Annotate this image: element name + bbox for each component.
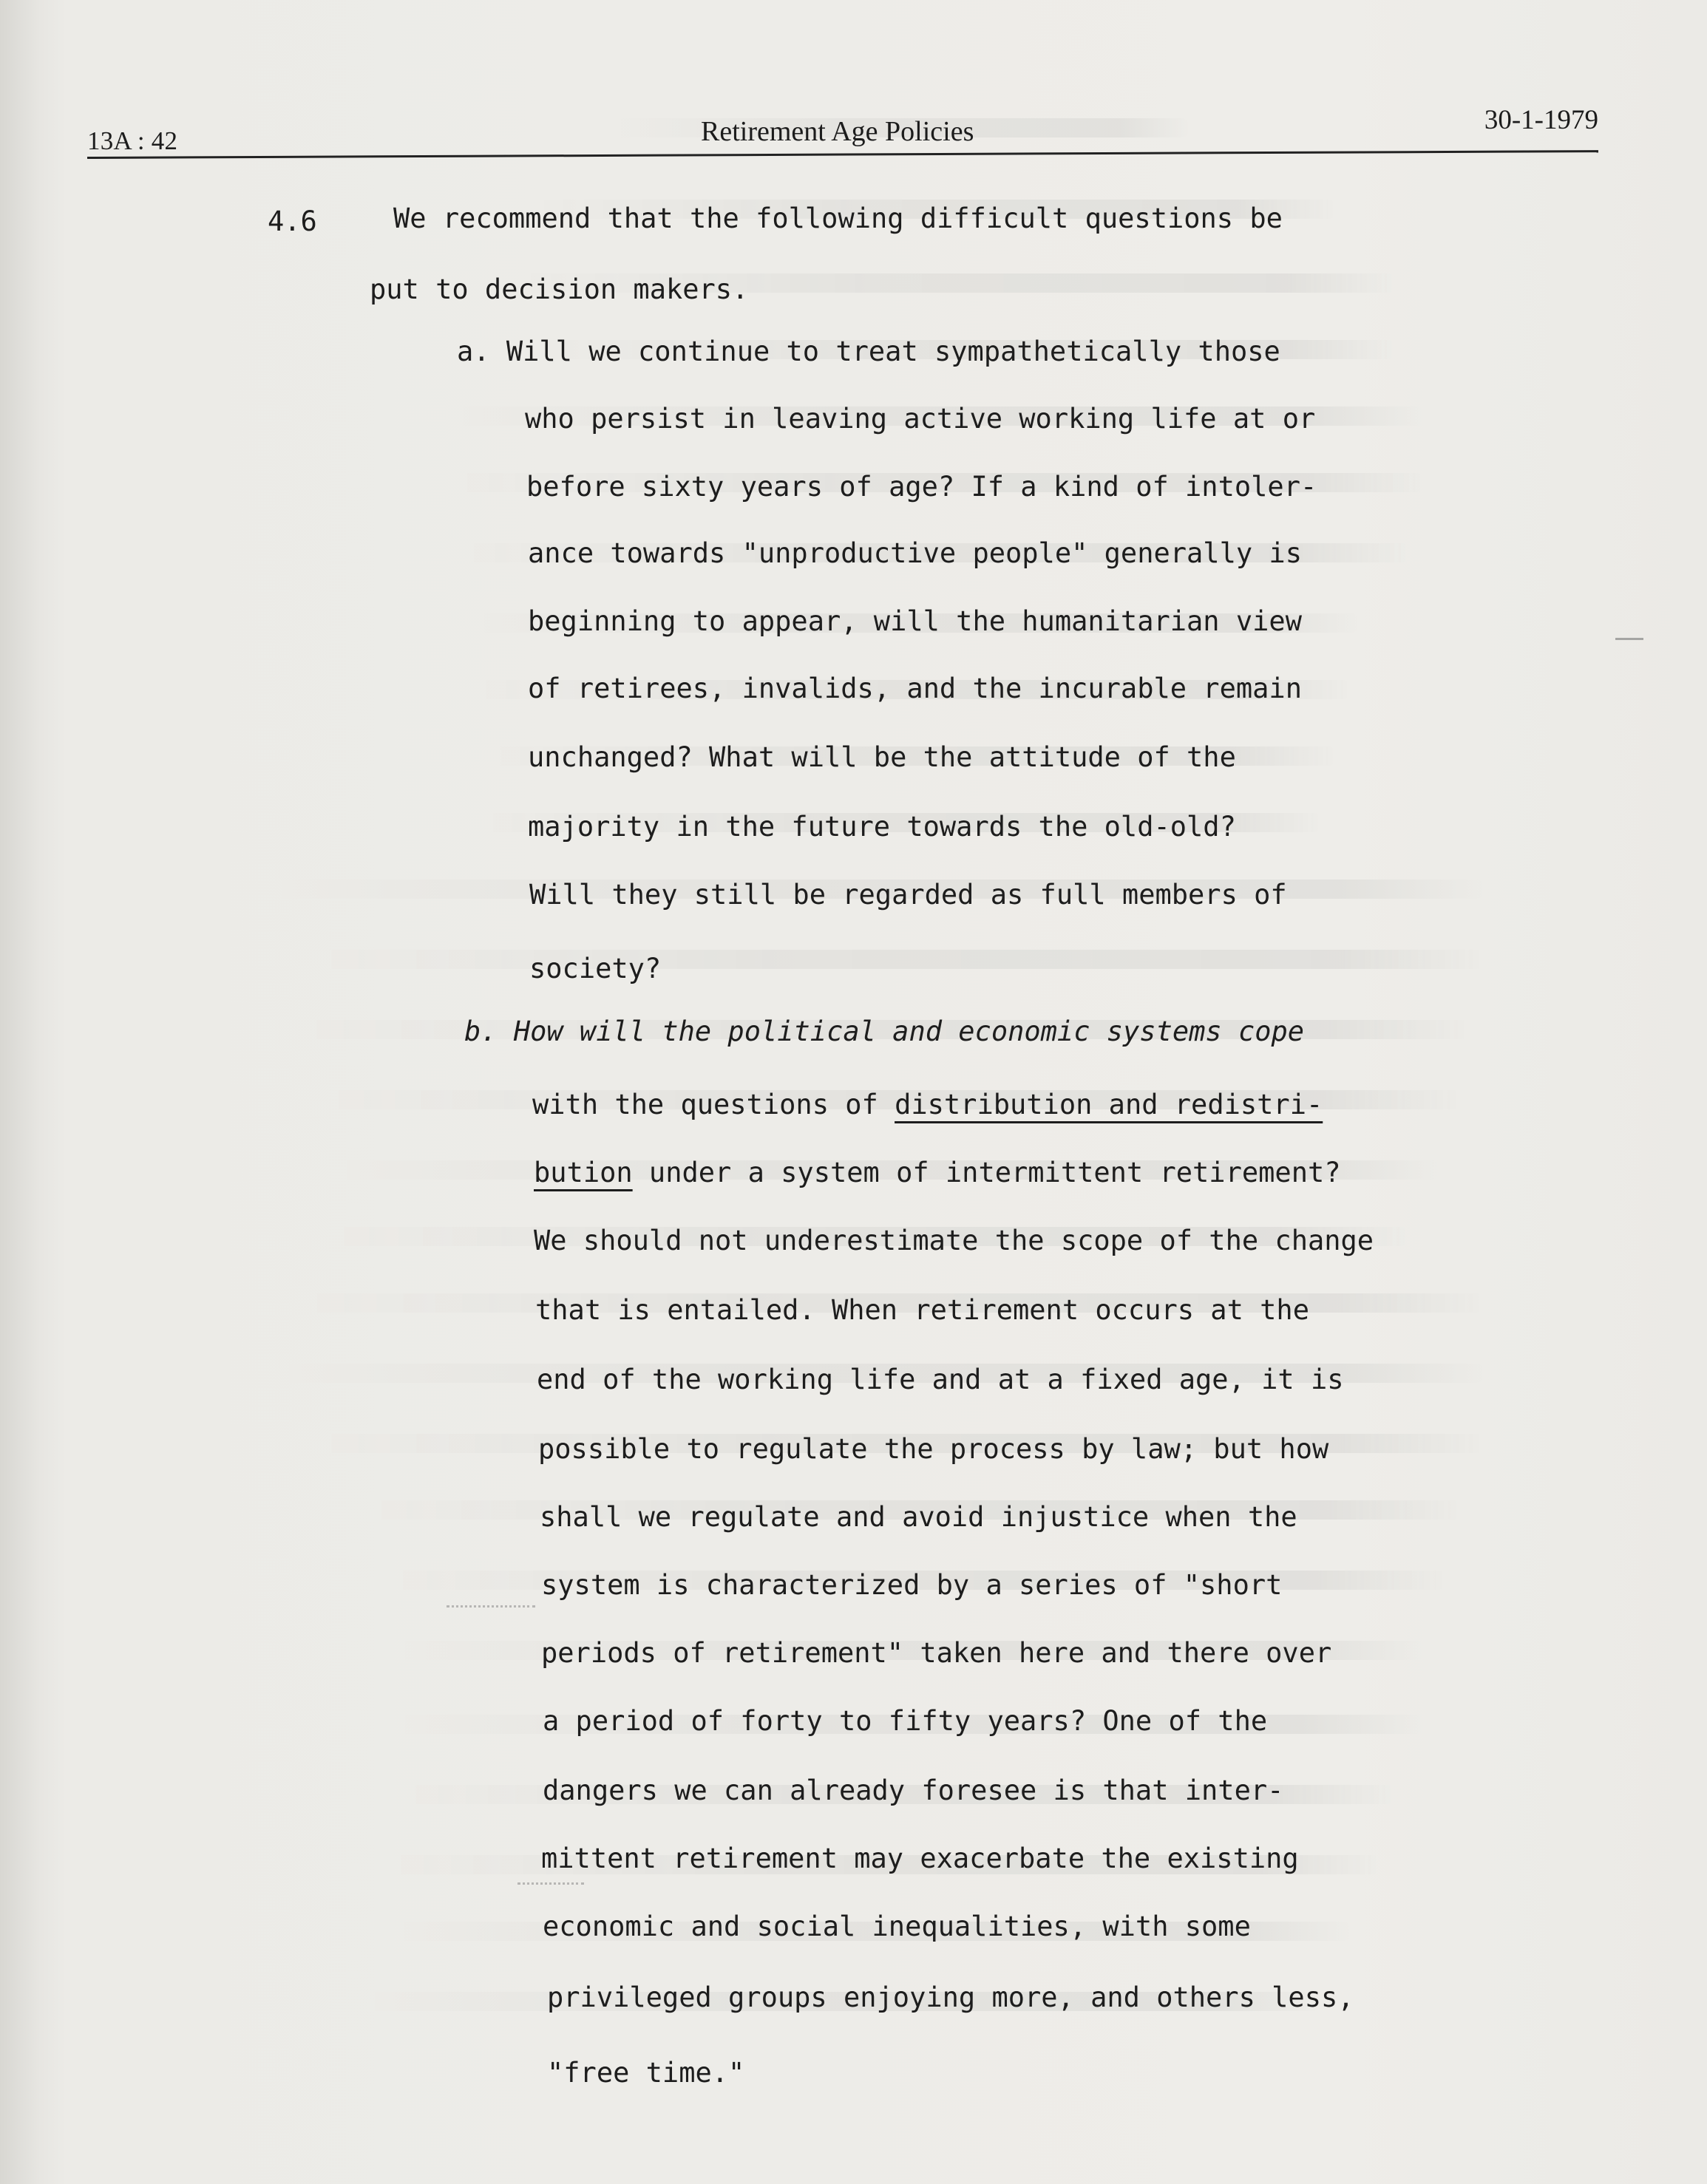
item-b-line: mittent retirement may exacerbate the existing bbox=[541, 1843, 1299, 1874]
item-b-line: end of the working life and at a fixed age, it is bbox=[537, 1364, 1344, 1395]
underlined-phrase: bution bbox=[534, 1157, 633, 1188]
item-a-line: majority in the future towards the old-old? bbox=[528, 811, 1236, 843]
document-date: 30-1-1979 bbox=[1484, 105, 1598, 135]
item-b-line: possible to regulate the process by law; but how bbox=[538, 1433, 1329, 1465]
item-b-line: "free time." bbox=[547, 2057, 745, 2089]
item-a-line: unchanged? What will be the attitude of the bbox=[528, 741, 1236, 773]
item-b-line: with the questions of distribution and redistri- bbox=[532, 1089, 1323, 1120]
section-number: 4.6 bbox=[268, 205, 317, 237]
running-title: Retirement Age Policies bbox=[701, 116, 974, 147]
item-b-line: bution under a system of intermittent retirement? bbox=[534, 1157, 1341, 1188]
item-b-line: economic and social inequalities, with some bbox=[543, 1911, 1251, 1942]
item-b-line: system is characterized by a series of "short bbox=[541, 1569, 1283, 1601]
item-a-line: before sixty years of age? If a kind of intoler- bbox=[526, 471, 1317, 503]
item-b-line: dangers we can already foresee is that inter- bbox=[543, 1775, 1284, 1806]
item-a-line: a. Will we continue to treat sympathetically those bbox=[457, 336, 1280, 367]
faint-dotted-mark bbox=[447, 1605, 535, 1608]
item-a-line: Will they still be regarded as full members of bbox=[529, 879, 1287, 911]
item-a-line: beginning to appear, will the humanitarian view bbox=[528, 605, 1302, 637]
item-b-line: We should not underestimate the scope of the change bbox=[534, 1225, 1374, 1256]
item-b-line: a period of forty to fifty years? One of the bbox=[543, 1705, 1268, 1737]
item-b-line: that is entailed. When retirement occurs at the bbox=[535, 1294, 1309, 1326]
item-a-line: of retirees, invalids, and the incurable remain bbox=[528, 673, 1302, 704]
item-b-line: periods of retirement" taken here and there over bbox=[541, 1637, 1332, 1669]
item-a-line: society? bbox=[529, 953, 662, 984]
body-line: We recommend that the following difficult questions be bbox=[393, 203, 1283, 234]
body-line: put to decision makers. bbox=[370, 273, 749, 305]
faint-dotted-mark bbox=[517, 1882, 584, 1885]
underlined-phrase: distribution and redistri- bbox=[895, 1089, 1323, 1120]
item-b-line: privileged groups enjoying more, and others less, bbox=[547, 1981, 1354, 2013]
item-b-line: b. How will the political and economic systems cope bbox=[464, 1016, 1305, 1047]
page-header bbox=[87, 102, 1598, 161]
header-rule bbox=[87, 150, 1598, 159]
item-a-line: who persist in leaving active working life at or bbox=[525, 403, 1316, 435]
item-b-line: shall we regulate and avoid injustice when the bbox=[540, 1501, 1297, 1533]
margin-mark bbox=[1615, 638, 1643, 640]
item-a-line: ance towards "unproductive people" generally is bbox=[528, 537, 1302, 569]
document-code: 13A : 42 bbox=[87, 126, 178, 155]
